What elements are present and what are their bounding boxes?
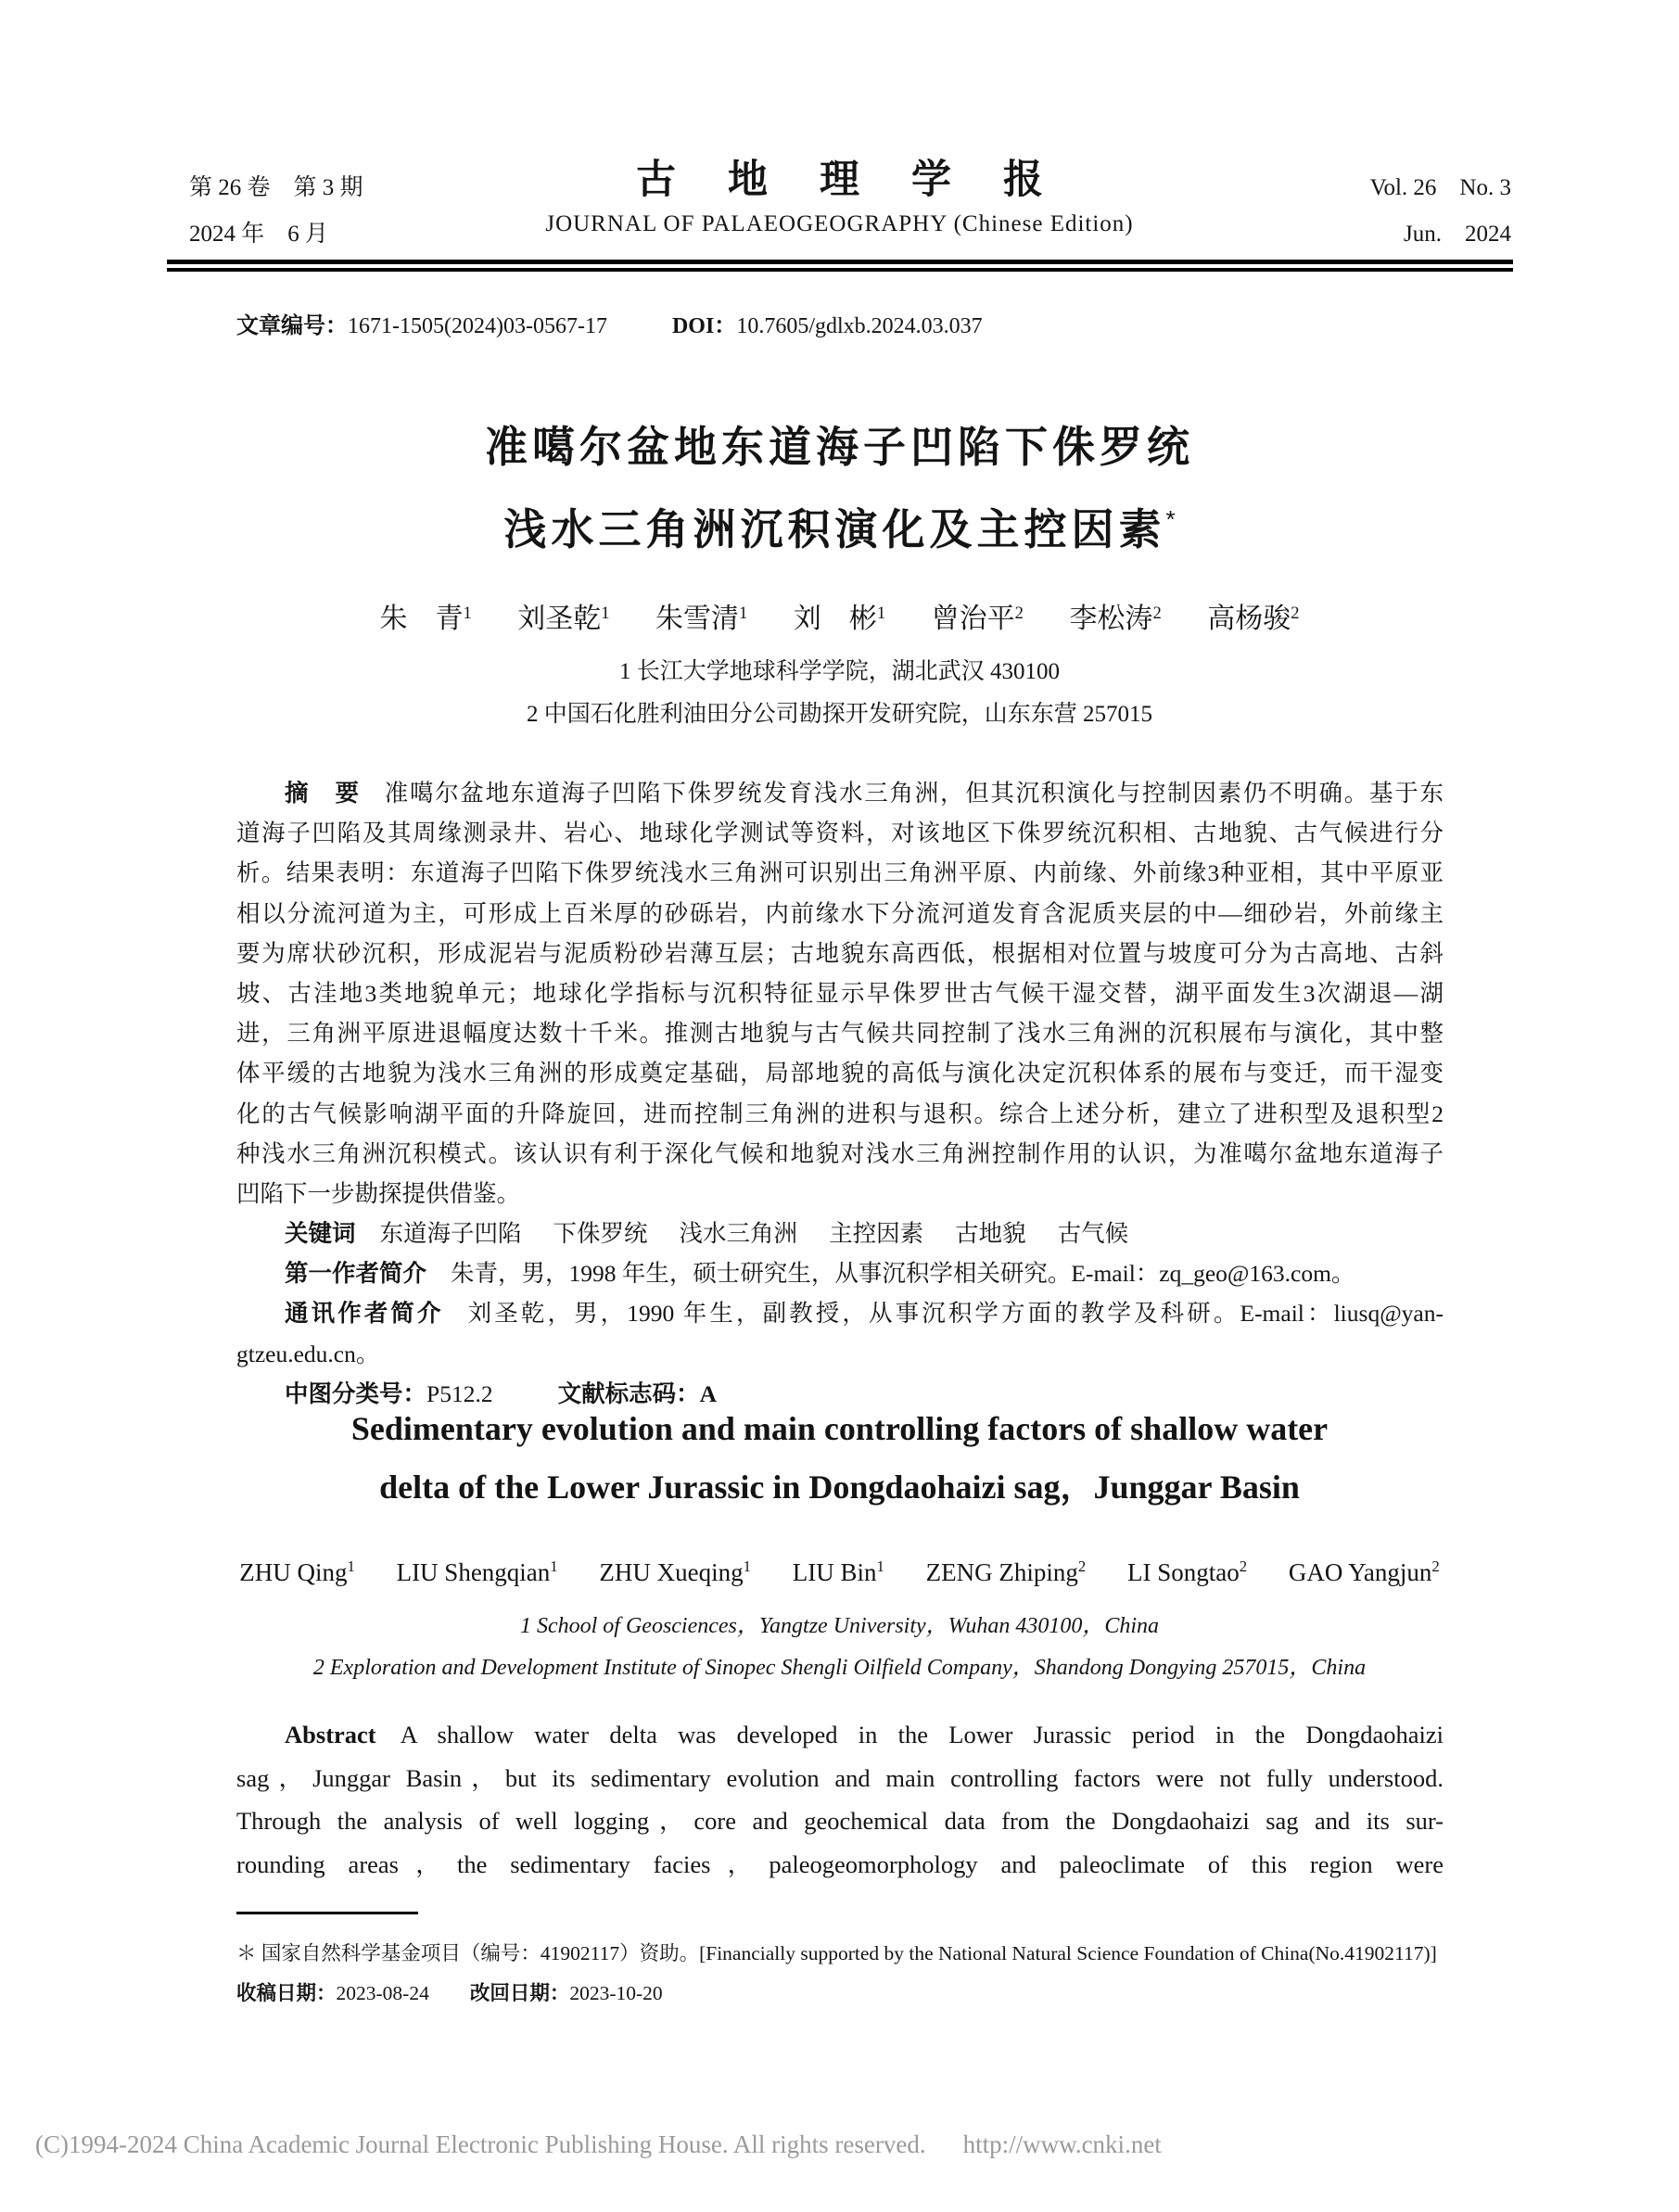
abstract-cn-line: 进，三角洲平原进退幅度达数十千米。推测古地貌与古气候共同控制了浅水三角洲的沉积展布与演化，其中整 xyxy=(236,1020,1444,1048)
keyword: 古地貌 xyxy=(955,1220,1026,1248)
title-footnote-mark: * xyxy=(1165,505,1176,533)
cnki-footer xyxy=(35,2130,1162,2159)
authors-en xyxy=(0,1557,1679,1587)
keyword: 下侏罗统 xyxy=(553,1220,648,1248)
keyword: 浅水三角洲 xyxy=(679,1220,798,1248)
header-double-rule xyxy=(167,260,1513,272)
keywords-line xyxy=(236,1214,1444,1253)
abstract-cn-line: 体平缓的古地貌为浅水三角洲的形成奠定基础，局部地貌的高低与演化决定沉积体系的展布与变迁，而干湿变 xyxy=(236,1060,1444,1087)
abstract-cn-block xyxy=(236,773,1444,1414)
author-cn: 李松涛$^2$ xyxy=(1069,604,1162,634)
affiliation-en-2: 2 Exploration and Development Institute of Sinopec Shengli Oilfield Company，Shandong Dongying 257015，China xyxy=(312,1656,1367,1680)
author-cn: 曾治平$^2$ xyxy=(931,604,1024,634)
author-en: GAO Yangjun$^2$ xyxy=(1288,1557,1440,1586)
doi-value: 10.7605/gdlxb.2024.03.037 xyxy=(736,314,983,338)
title-en-line2: delta of the Lower Jurassic in Dongdaohaizi sag，Junggar Basin xyxy=(379,1468,1300,1506)
funding-note: ＊ 国家自然科学基金项目（编号：41902117）资助。[Financially supported by the National Natural Science Foundation of China(No.41902117)] xyxy=(236,1942,1437,1964)
copyright-text: (C)1994-2024 China Academic Journal Electronic Publishing House. All rights reserved. xyxy=(35,2130,926,2158)
cnki-url[interactable]: http://www.cnki.net xyxy=(962,2130,1162,2158)
title-en-line1: Sedimentary evolution and main controlling factors of shallow water xyxy=(350,1410,1329,1447)
affiliation-cn-2: 2 中国石化胜利油田分公司勘探开发研究院，山东东营 257015 xyxy=(526,702,1152,727)
author-en: ZENG Zhiping$^2$ xyxy=(925,1557,1087,1586)
abstract-en-block xyxy=(236,1713,1444,1886)
abstract-en-label: Abstract xyxy=(285,1721,376,1748)
abstract-cn-line: 道海子凹陷及其周缘测录井、岩心、地球化学测试等资料，对该地区下侏罗统沉积相、古地貌、古气候进行分 xyxy=(236,820,1444,847)
abstract-cn-line: 化的古气候影响湖平面的升降旋回，进而控制三角洲的进积与退积。综合上述分析，建立了进积型及退积型2 xyxy=(236,1100,1444,1127)
abstract-cn-line: 种浅水三角洲沉积模式。该认识有利于深化气候和地貌对浅水三角洲控制作用的认识，为准噶尔盆地东道海子 xyxy=(236,1139,1444,1167)
article-title-en xyxy=(0,1400,1679,1517)
received-date: 2023-08-24 xyxy=(336,1982,429,2004)
keywords-label: 关键词 xyxy=(285,1221,356,1248)
footnote-block xyxy=(236,1934,1451,2014)
journal-title-cn: 古地理学报 xyxy=(636,159,1095,202)
keyword: 东道海子凹陷 xyxy=(379,1220,522,1248)
title-cn-line2: 浅水三角洲沉积演化及主控因素* xyxy=(503,505,1176,553)
keyword: 主控因素 xyxy=(829,1220,924,1248)
author-cn: 刘圣乾$^1$ xyxy=(517,604,610,634)
first-author-bio: 第一作者简介 朱青，男，1998 年生，硕士研究生，从事沉积学相关研究。E-mail：zq_geo@163.com。 xyxy=(285,1260,1355,1288)
author-en: LI Songtao$^2$ xyxy=(1127,1557,1248,1586)
abstract-en-line: Through the analysis of well logging，core and geochemical data from the Dongdaohaizi sag and its sur- xyxy=(236,1807,1444,1835)
clc-number: P512.2 xyxy=(426,1379,493,1407)
abstract-en-line: rounding areas，the sedimentary facies，paleogeomorphology and paleoclimate of this region were xyxy=(236,1850,1444,1878)
abstract-cn-line: 摘 要 准噶尔盆地东道海子凹陷下侏罗统发育浅水三角洲，但其沉积演化与控制因素仍不明确。基于东 xyxy=(285,780,1444,807)
doi-label: DOI： xyxy=(671,314,737,338)
volume-issue-en: Vol. 26 No. 3 xyxy=(1369,175,1511,200)
clc-label: 中图分类号： xyxy=(285,1380,427,1407)
abstract-cn-line: 坡、古洼地3类地貌单元；地球化学指标与沉积特征显示早侏罗世古气候干湿交替，湖平面发生3次湖退—湖 xyxy=(236,979,1444,1007)
corresponding-author-bio-cont: gtzeu.edu.cn。 xyxy=(236,1340,380,1367)
date-cn: 2024 年 6 月 xyxy=(189,222,329,247)
abstract-en-line: Abstract A shallow water delta was developed in the Lower Jurassic period in the Dongdaohaizi xyxy=(285,1721,1444,1748)
abstract-cn-line: 相以分流河道为主，可形成上百米厚的砂砾岩，内前缘水下分流河道发育含泥质夹层的中—细砂岩，外前缘主 xyxy=(236,899,1444,927)
article-meta-line xyxy=(236,307,983,339)
corresponding-author-bio: 通讯作者简介 刘圣乾，男，1990 年生，副教授，从事沉积学方面的教学及科研。E-mail：liusq@yan- xyxy=(285,1300,1444,1328)
keyword: 古气候 xyxy=(1057,1220,1129,1248)
article-no-label: 文章编号： xyxy=(236,313,348,338)
footnote-rule xyxy=(236,1912,418,1914)
dates-note xyxy=(236,1974,1451,2014)
volume-issue-cn: 第 26 卷 第 3 期 xyxy=(189,175,363,200)
revised-label: 改回日期： xyxy=(469,1982,570,2004)
corresponding-author-label: 通讯作者简介 xyxy=(285,1301,444,1328)
author-cn: 高杨骏$^2$ xyxy=(1207,604,1300,634)
author-en: ZHU Qing$^1$ xyxy=(239,1557,355,1586)
author-cn: 朱雪清$^1$ xyxy=(655,604,748,634)
affiliations-en xyxy=(0,1606,1679,1689)
abstract-cn-line: 析。结果表明：东道海子凹陷下侏罗统浅水三角洲可识别出三角洲平原、内前缘、外前缘3种亚相，其中平原亚 xyxy=(236,859,1444,887)
affiliations-cn xyxy=(0,651,1679,736)
affiliation-cn-1: 1 长江大学地球科学学院，湖北武汉 430100 xyxy=(618,659,1060,684)
article-no: 1671-1505(2024)03-0567-17 xyxy=(348,314,607,338)
title-cn-line1: 准噶尔盆地东道海子凹陷下侏罗统 xyxy=(485,423,1194,471)
doc-code: A xyxy=(699,1379,718,1407)
revised-date: 2023-10-20 xyxy=(569,1982,663,2004)
authors-cn xyxy=(0,595,1679,636)
header-vol-info xyxy=(1370,165,1511,258)
journal-title-en: JOURNAL OF PALAEOGEOGRAPHY (Chinese Edition) xyxy=(545,211,1134,236)
first-author-label: 第一作者简介 xyxy=(285,1261,427,1288)
received-label: 收稿日期： xyxy=(236,1982,337,2004)
author-cn: 朱 青$^1$ xyxy=(379,604,472,634)
abstract-cn-line: 要为席状砂沉积，形成泥岩与泥质粉砂岩薄互层；古地貌东高西低，根据相对位置与坡度可分为古高地、古斜 xyxy=(236,939,1444,967)
author-en: LIU Bin$^1$ xyxy=(792,1557,884,1586)
doc-code-label: 文献标志码： xyxy=(557,1380,700,1407)
date-en: Jun. 2024 xyxy=(1404,222,1511,247)
author-en: LIU Shengqian$^1$ xyxy=(396,1557,558,1586)
abstract-cn-line: 凹陷下一步勘探提供借鉴。 xyxy=(236,1179,521,1207)
article-title-cn xyxy=(0,411,1679,566)
affiliation-en-1: 1 School of Geosciences，Yangtze University，Wuhan 430100，China xyxy=(519,1614,1160,1638)
abstract-label: 摘 要 xyxy=(285,781,361,807)
author-en: ZHU Xueqing$^1$ xyxy=(599,1557,752,1586)
abstract-en-line: sag，Junggar Basin，but its sedimentary evolution and main controlling factors were not fully understood. xyxy=(236,1763,1444,1792)
author-cn: 刘 彬$^1$ xyxy=(793,604,886,634)
